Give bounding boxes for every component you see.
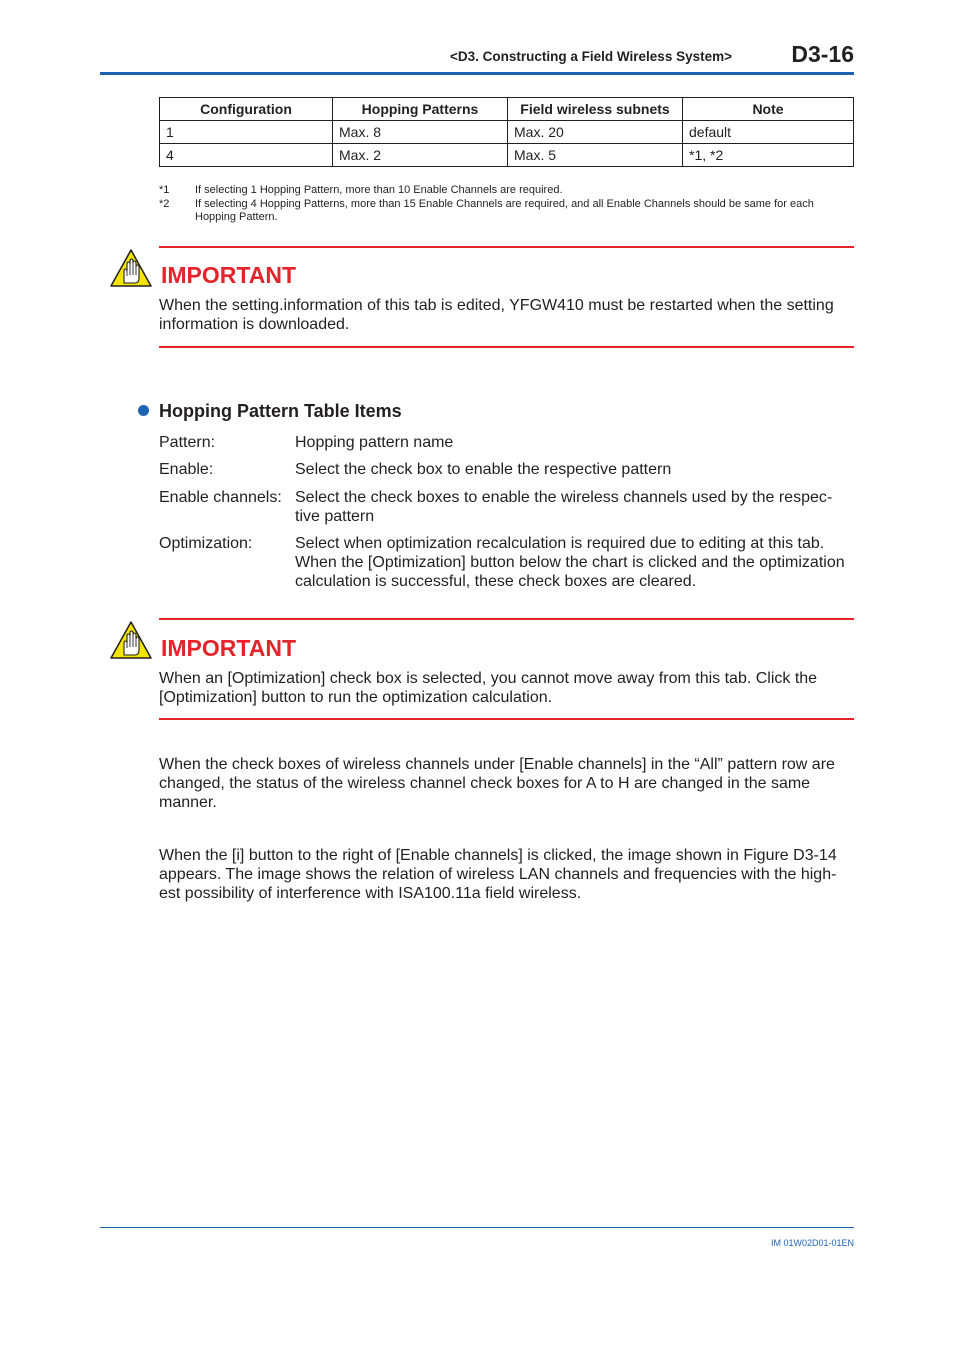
important-rule-bottom bbox=[159, 346, 854, 348]
table-header-cell: Configuration bbox=[160, 98, 333, 121]
footer-rule bbox=[100, 1227, 854, 1228]
chapter-title: <D3. Constructing a Field Wireless System> bbox=[450, 49, 732, 64]
bullet-icon bbox=[138, 405, 149, 416]
table-cell: *1, *2 bbox=[683, 144, 854, 167]
table-row bbox=[160, 144, 854, 167]
footnote-mark: *2 bbox=[159, 197, 170, 210]
warning-hand-icon bbox=[110, 249, 152, 287]
table-cell: 4 bbox=[160, 144, 333, 167]
definition-item bbox=[159, 488, 854, 526]
definition-item bbox=[159, 534, 854, 591]
table-cell: Max. 2 bbox=[333, 144, 508, 167]
footnote-mark: *1 bbox=[159, 184, 170, 196]
section-title: Hopping Pattern Table Items bbox=[159, 401, 402, 421]
footnote-text: If selecting 1 Hopping Pattern, more than 10 Enable Channels are required. bbox=[195, 184, 563, 196]
table-header-cell: Field wireless subnets bbox=[508, 98, 683, 121]
definition-desc: Select the check box to enable the respective pattern bbox=[295, 461, 672, 478]
important-body: When an [Optimization] check box is selected, you cannot move away from this tab. Click the [Optimization] button to run the optimization calculation. bbox=[159, 670, 818, 706]
footnote-text: If selecting 4 Hopping Patterns, more than 15 Enable Channels are required, and all Enable Channels should be same for each Hopping Pattern. bbox=[195, 197, 814, 223]
table-header-row bbox=[160, 98, 854, 121]
header-rule bbox=[100, 72, 854, 75]
important-title: IMPORTANT bbox=[161, 262, 297, 288]
definition-term: Enable: bbox=[159, 461, 214, 478]
definition-desc: Hopping pattern name bbox=[295, 434, 454, 451]
important-rule-top bbox=[159, 246, 854, 248]
important-title: IMPORTANT bbox=[161, 635, 297, 661]
definition-desc: Select the check boxes to enable the wireless channels used by the respec-tive pattern bbox=[295, 489, 833, 525]
definition-item bbox=[159, 460, 854, 479]
table-row bbox=[160, 121, 854, 144]
configuration-table bbox=[159, 97, 854, 167]
important-rule-bottom bbox=[159, 718, 854, 720]
important-rule-top bbox=[159, 618, 854, 620]
table-cell: Max. 5 bbox=[508, 144, 683, 167]
footnote bbox=[159, 184, 854, 198]
table-header-cell: Note bbox=[683, 98, 854, 121]
definition-term: Optimization: bbox=[159, 535, 253, 552]
footnote bbox=[159, 198, 854, 225]
definition-desc: Select when optimization recalculation is required due to editing at this tab. When the [Optimization] button below the chart is clicked and the optimization calculation is successful, these check boxes are cleared. bbox=[295, 535, 845, 590]
definition-term: Enable channels: bbox=[159, 489, 282, 506]
table-header-cell: Hopping Patterns bbox=[333, 98, 508, 121]
table-cell: default bbox=[683, 121, 854, 144]
page-number: D3-16 bbox=[791, 41, 854, 67]
table-footnotes bbox=[159, 184, 854, 225]
definition-term: Pattern: bbox=[159, 434, 216, 451]
important-body: When the setting.information of this tab is edited, YFGW410 must be restarted when the setting information is downloaded. bbox=[159, 297, 834, 333]
body-paragraph: When the check boxes of wireless channels under [Enable channels] in the “All” pattern row are changed, the status of the wireless channel check boxes for A to H are changed in the same manner. bbox=[159, 756, 835, 811]
body-paragraph: When the [i] button to the right of [Enable channels] is clicked, the image shown in Figure D3-14 appears. The image shows the relation of wireless LAN channels and frequencies with the high-est possibility of interference with ISA100.11a field wireless. bbox=[159, 847, 837, 902]
table-cell: Max. 8 bbox=[333, 121, 508, 144]
warning-hand-icon bbox=[110, 621, 152, 659]
table-cell: 1 bbox=[160, 121, 333, 144]
definition-item bbox=[159, 433, 854, 452]
document-id: IM 01W02D01-01EN bbox=[770, 1238, 854, 1248]
table-cell: Max. 20 bbox=[508, 121, 683, 144]
